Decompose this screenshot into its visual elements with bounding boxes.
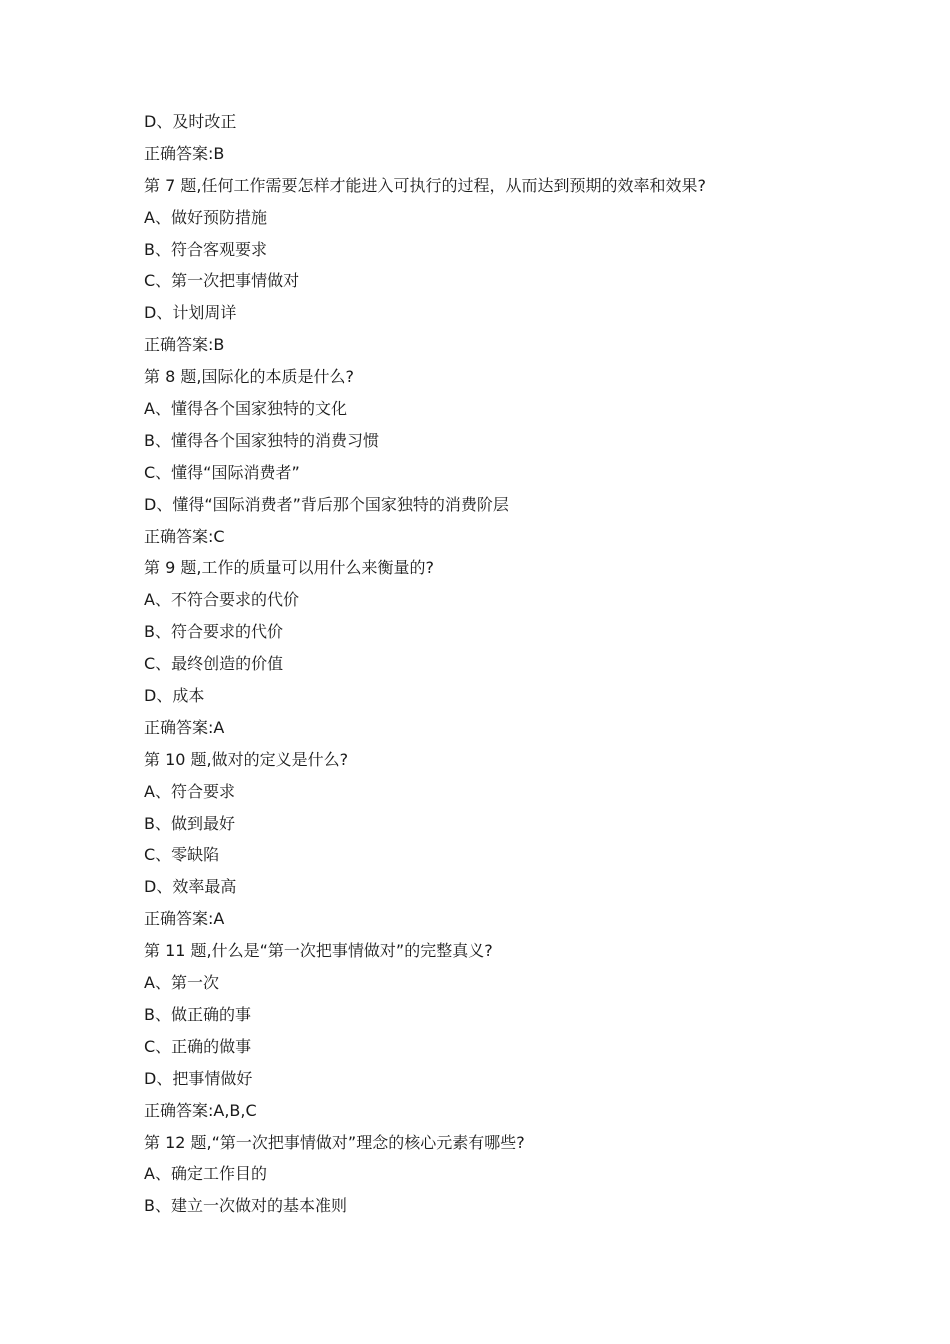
option-line: C、零缺陷 bbox=[144, 845, 220, 865]
option-line: D、效率最高 bbox=[144, 877, 237, 897]
option-line: D、把事情做好 bbox=[144, 1068, 253, 1088]
option-line: B、懂得各个国家独特的消费习惯 bbox=[144, 430, 379, 450]
option-line: D、成本 bbox=[144, 686, 205, 706]
answer-line: 正确答案:A bbox=[144, 717, 225, 737]
option-line: B、建立一次做对的基本准则 bbox=[144, 1196, 347, 1216]
option-line: A、做好预防措施 bbox=[144, 207, 267, 227]
option-line: A、确定工作目的 bbox=[144, 1164, 267, 1184]
option-line: B、符合客观要求 bbox=[144, 239, 267, 259]
question-line: 第 12 题,“第一次把事情做对”理念的核心元素有哪些? bbox=[144, 1132, 525, 1152]
question-line: 第 9 题,工作的质量可以用什么来衡量的? bbox=[144, 558, 434, 578]
question-line: 第 10 题,做对的定义是什么? bbox=[144, 749, 349, 769]
option-line: A、不符合要求的代价 bbox=[144, 590, 299, 610]
option-line: B、做正确的事 bbox=[144, 1004, 251, 1024]
option-line: C、正确的做事 bbox=[144, 1036, 252, 1056]
document-page bbox=[144, 110, 864, 1226]
question-line: 第 7 题,任何工作需要怎样才能进入可执行的过程，从而达到预期的效率和效果? bbox=[144, 175, 706, 195]
answer-line: 正确答案:A bbox=[144, 909, 225, 929]
option-line: D、计划周详 bbox=[144, 303, 237, 323]
option-line: C、最终创造的价值 bbox=[144, 654, 284, 674]
option-line: A、第一次 bbox=[144, 973, 219, 993]
answer-line: 正确答案:B bbox=[144, 143, 225, 163]
option-line: B、做到最好 bbox=[144, 813, 235, 833]
option-line: A、懂得各个国家独特的文化 bbox=[144, 399, 347, 419]
option-line: B、符合要求的代价 bbox=[144, 622, 283, 642]
answer-line: 正确答案:B bbox=[144, 335, 225, 355]
option-line: C、第一次把事情做对 bbox=[144, 271, 300, 291]
option-line: C、懂得“国际消费者” bbox=[144, 462, 300, 482]
question-line: 第 8 题,国际化的本质是什么? bbox=[144, 367, 354, 387]
answer-line: 正确答案:C bbox=[144, 526, 225, 546]
question-line: 第 11 题,什么是“第一次把事情做对”的完整真义? bbox=[144, 941, 493, 961]
answer-line: 正确答案:A,B,C bbox=[144, 1100, 257, 1120]
option-line: D、懂得“国际消费者”背后那个国家独特的消费阶层 bbox=[144, 494, 509, 514]
option-line: D、及时改正 bbox=[144, 112, 237, 131]
option-line: A、符合要求 bbox=[144, 781, 235, 801]
